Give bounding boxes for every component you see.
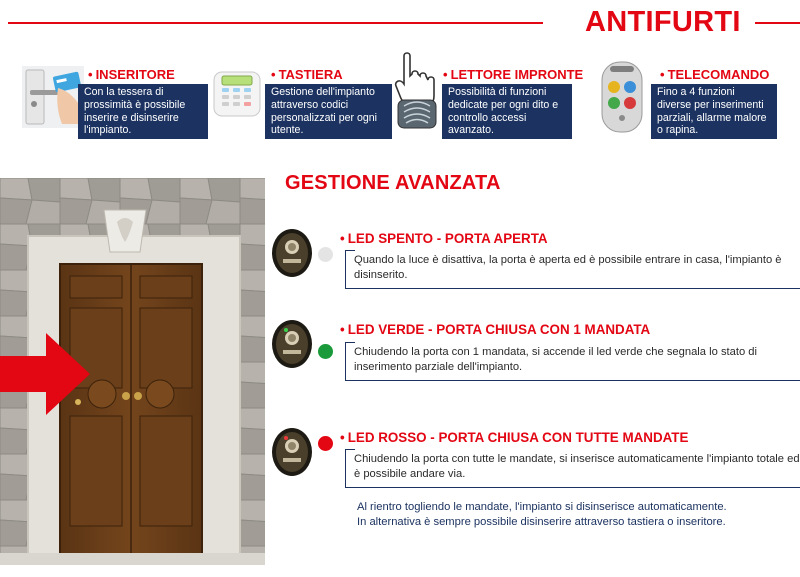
bullet-icon: • bbox=[88, 67, 93, 82]
led-title-rosso: • LED ROSSO - PORTA CHIUSA CON TUTTE MANDATE bbox=[340, 430, 689, 445]
door-photo bbox=[0, 178, 265, 565]
feature-title-tastiera: • TASTIERA bbox=[271, 67, 343, 82]
header-rule-right bbox=[755, 22, 800, 24]
bullet-icon: • bbox=[340, 231, 345, 246]
footer-line-1: Al rientro togliendo le mandate, l'impianto si disinserisce automaticamente. bbox=[357, 501, 727, 513]
feature-desc-telecomando: Fino a 4 funzioni diverse per inserimenti parziali, allarme malore o rapina. bbox=[651, 84, 777, 139]
footer-note bbox=[357, 500, 727, 530]
page-title: ANTIFURTI bbox=[585, 6, 741, 38]
feature-desc-inseritore: Con la tessera di prossimità è possibile inserire e disinserire l'impianto. bbox=[78, 84, 208, 139]
bullet-icon: • bbox=[660, 67, 665, 82]
feature-title-inseritore: • INSERITORE bbox=[88, 67, 175, 82]
feature-desc-tastiera: Gestione dell'impianto attraverso codici personalizzati per ogni utente. bbox=[265, 84, 392, 139]
led-reader-device-icon bbox=[270, 227, 314, 279]
bullet-icon: • bbox=[271, 67, 276, 82]
header-rule-left bbox=[8, 22, 543, 24]
section-title: GESTIONE AVANZATA bbox=[285, 172, 501, 194]
remote-control-image bbox=[598, 60, 646, 134]
led-status-green-icon bbox=[318, 344, 333, 359]
led-desc-verde: Chiudendo la porta con 1 mandata, si accende il led verde che segnala lo stato di inserimento parziale dell'impianto. bbox=[345, 343, 800, 381]
led-title-spento: • LED SPENTO - PORTA APERTA bbox=[340, 231, 548, 246]
keypad-image bbox=[210, 66, 265, 121]
led-title-verde: • LED VERDE - PORTA CHIUSA CON 1 MANDATA bbox=[340, 322, 651, 337]
footer-line-2: In alternativa è sempre possibile disinserire attraverso tastiera o inseritore. bbox=[357, 516, 726, 528]
feature-desc-lettore-impronte: Possibilità di funzioni dedicate per ogni dito e controllo accessi avanzato. bbox=[442, 84, 572, 139]
led-reader-device-icon bbox=[270, 426, 314, 478]
card-reader-image bbox=[22, 66, 84, 128]
led-desc-rosso: Chiudendo la porta con tutte le mandate, si inserisce automaticamente l'impianto totale ed è possibile andare via. bbox=[345, 450, 800, 488]
led-status-off-icon bbox=[318, 247, 333, 262]
led-status-red-icon bbox=[318, 436, 333, 451]
bullet-icon: • bbox=[340, 430, 345, 445]
bullet-icon: • bbox=[340, 322, 345, 337]
led-reader-device-icon bbox=[270, 318, 314, 370]
fingerprint-reader-image bbox=[388, 50, 443, 130]
feature-title-lettore-impronte: • LETTORE IMPRONTE bbox=[443, 67, 584, 82]
led-desc-spento: Quando la luce è disattiva, la porta è aperta ed è possibile entrare in casa, l'impianto è disinserito. bbox=[345, 251, 800, 289]
bullet-icon: • bbox=[443, 67, 448, 82]
feature-title-telecomando: • TELECOMANDO bbox=[660, 67, 770, 82]
